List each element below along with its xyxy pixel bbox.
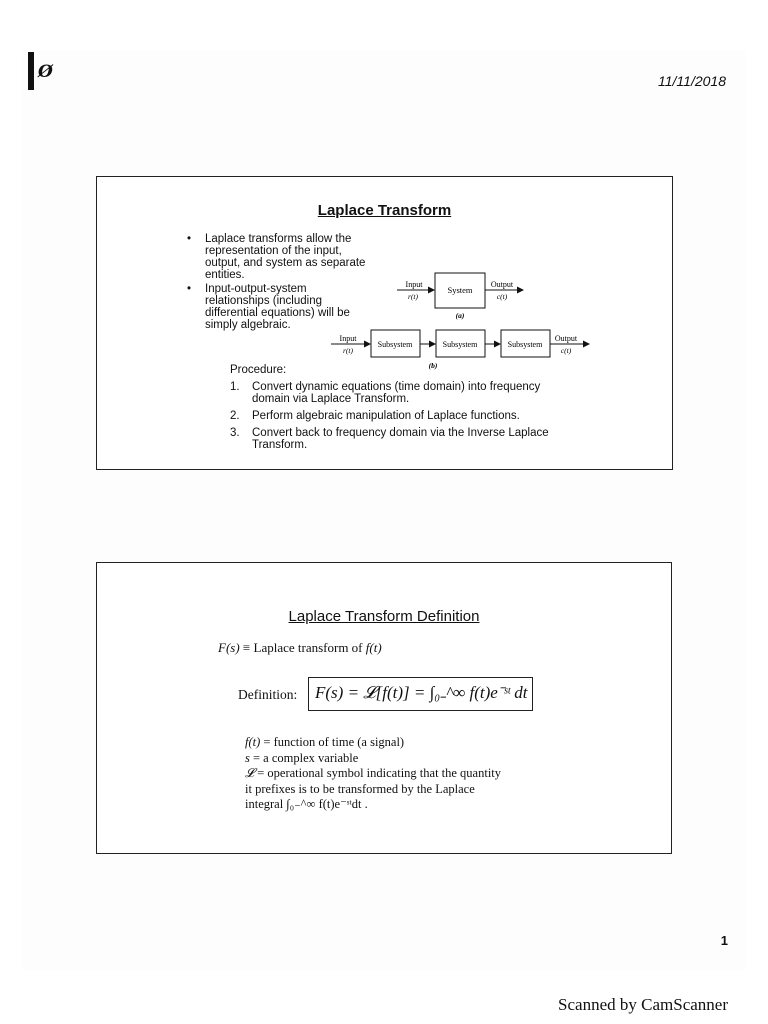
step-number: 1. <box>230 381 240 393</box>
def-text: = a complex variable <box>253 750 359 765</box>
system-block-label: System <box>447 285 473 295</box>
handwritten-mark: Ø <box>38 62 53 82</box>
definition-line <box>245 797 501 813</box>
fs-text: ≡ Laplace transform of <box>242 640 363 655</box>
diagram-a-output-signal: c(t) <box>496 292 508 301</box>
diagram-b-input-label: Input <box>339 334 357 343</box>
def-symbol: s <box>245 750 250 765</box>
diagram-a-output-label: Output <box>490 280 514 289</box>
handwritten-date: 11/11/2018 <box>658 73 726 89</box>
diagram-b-caption: (b) <box>428 361 438 370</box>
page-number: 1 <box>720 933 728 948</box>
formula-box <box>308 677 533 711</box>
definition-label: Definition: <box>238 687 298 702</box>
laplace-formula: F(s) = 𝓛[f(t)] = ∫₀₋^∞ f(t)e⁻ˢᵗ dt <box>315 683 528 702</box>
step-number: 3. <box>230 427 240 439</box>
step-text: Convert dynamic equations (time domain) into frequency domain via Laplace Transform. <box>252 381 541 405</box>
def-symbol: f(t) <box>245 735 261 749</box>
procedure-step <box>230 410 560 422</box>
def-text: integral ∫₀₋^∞ f(t)e⁻ˢᵗdt . <box>245 797 368 811</box>
fs-definition-line <box>218 640 382 656</box>
definition-line <box>245 751 501 767</box>
step-text: Convert back to frequency domain via the Inverse Laplace Transform. <box>252 427 549 451</box>
definition-line <box>245 735 501 751</box>
def-text: = operational symbol indicating that the quantity <box>257 766 502 780</box>
def-text: = function of time (a signal) <box>263 735 405 749</box>
diagram-b-output-label: Output <box>554 334 578 343</box>
slide-laplace-definition <box>96 562 672 854</box>
bullet-item: • Laplace transforms allow the representation of the input, output, and system as separate entities. <box>187 233 372 281</box>
step-text: Perform algebraic manipulation of Laplace functions. <box>252 410 520 422</box>
diagram-b-output-signal: c(t) <box>560 346 572 355</box>
diagram-a-input-label: Input <box>405 280 423 289</box>
definition-line <box>245 782 501 798</box>
step-number: 2. <box>230 410 240 422</box>
diagram-b-input-signal: r(t) <box>343 346 353 355</box>
slide-laplace-transform <box>96 176 673 470</box>
subsystem-label: Subsystem <box>507 340 543 349</box>
def-text: it prefixes is to be transformed by the Laplace <box>245 781 475 796</box>
symbol-definitions <box>245 735 501 813</box>
subsystem-label: Subsystem <box>442 340 478 349</box>
procedure-step <box>230 381 560 405</box>
margin-mark-bar <box>28 52 34 90</box>
diagram-a-caption: (a) <box>455 311 465 320</box>
fs-symbol: F(s) <box>218 640 240 655</box>
procedure-label: Procedure: <box>230 364 287 376</box>
bullet-item: • Input-output-system relationships (including differential equations) will be simply algebraic. <box>187 283 372 331</box>
ft-symbol: f(t) <box>365 640 382 655</box>
procedure-steps <box>230 381 560 456</box>
diagram-a-input-signal: r(t) <box>408 292 418 301</box>
subsystem-label: Subsystem <box>377 340 413 349</box>
slide2-title: Laplace Transform Definition <box>288 608 480 625</box>
def-symbol: 𝓛 <box>245 766 255 780</box>
definition-line <box>245 766 501 782</box>
procedure-step <box>230 427 560 451</box>
scanner-watermark: Scanned by CamScanner <box>558 995 728 1014</box>
slide1-title: Laplace Transform <box>317 202 452 219</box>
